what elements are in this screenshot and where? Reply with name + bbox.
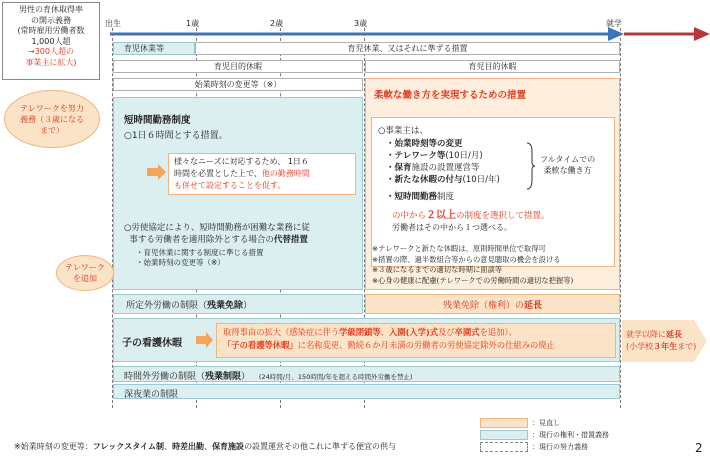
- timeline-label-2y: 2歳: [270, 19, 284, 28]
- telework-effort-text: テレワークを努力義務（３歳になるまで）: [20, 103, 84, 135]
- telework-add-text: テレワーク: [65, 263, 105, 272]
- sick-child-leave-row: [113, 318, 620, 362]
- overtime-bold: 残業免除: [207, 301, 244, 311]
- kango-text: 取得事由の拡大（感染症に伴う: [223, 327, 340, 337]
- row-label: 始業時刻の変更等（※）: [194, 79, 282, 89]
- row-label: 育児目的休暇: [214, 61, 262, 71]
- footnote-bold: フレックスタイム制: [92, 442, 165, 451]
- bracket-icon: [526, 142, 536, 190]
- choose-text: の制度を選択して措置。: [456, 211, 550, 221]
- legend-item: [480, 417, 609, 429]
- row-label: 育児休業、又はそれに準ずる措置: [347, 43, 468, 53]
- subitem: ・始業時刻の変更等（※）: [136, 258, 225, 267]
- flex-items: [386, 138, 500, 186]
- kango-text: 及び: [438, 327, 455, 337]
- short-time-work-block: [113, 97, 363, 290]
- note-highlight: も併せて設定することを促す。: [174, 181, 286, 190]
- after-school-line: 就学以降に: [626, 330, 666, 339]
- jikangai-small: (24時間/月、150時間/年を超える時間外労働を禁止): [258, 373, 413, 381]
- timeline-arrow: [100, 26, 710, 42]
- legend-label: ：現行の努力義務: [532, 443, 588, 451]
- overtime-exemption-row: [113, 294, 363, 314]
- gridline-school: [620, 28, 621, 408]
- telework-effort-bubble: [4, 90, 100, 148]
- flex-item-bold: ・始業時刻等の変更: [386, 139, 463, 149]
- flex-note: ※３歳になるまでの適切な時期に面談等: [372, 265, 503, 274]
- jikangai-text: 時間外労働の制限（: [124, 372, 206, 382]
- flex-lead: ○事業主は、: [378, 126, 428, 136]
- legend-item: [480, 441, 609, 453]
- disclosure-highlight: →300人超の: [28, 47, 74, 56]
- overtime-ext-text: 残業免除（権利）の: [442, 300, 524, 311]
- flex-note: ※テレワークと新たな休暇は、原則時間単位で取得可: [372, 244, 546, 253]
- row-label: 育児休業等: [124, 44, 164, 53]
- after-school-text: [626, 329, 696, 353]
- flex-item-rest: (10日/月): [445, 151, 483, 161]
- row-childcare-leave-long: [195, 42, 620, 55]
- row-childcare-leave-short: [113, 42, 195, 55]
- flex-note: ※措置の際、過半数組合等からの意見聴取の機会を設ける: [372, 254, 561, 264]
- night-work-limit-row: [113, 384, 620, 399]
- footnote-text: ※始業時刻の変更等：: [14, 442, 93, 451]
- arrow-right-icon: [196, 332, 214, 348]
- disclosure-line: 1,000人超: [31, 36, 71, 46]
- row-label: 育児目的休暇: [468, 61, 517, 71]
- flex-choose: [392, 206, 550, 221]
- jikangai-text: ）: [241, 372, 251, 382]
- after-school-extension: [622, 320, 708, 362]
- item2-line: ○労使協定により、短時間勤務が困難な業務に従: [124, 223, 310, 233]
- flex-item-bold: ・新たな休暇の付与: [386, 175, 463, 185]
- after-school-bold: ３年生: [653, 342, 678, 351]
- short-time-item1: ○1日６時間とする措置。: [124, 131, 228, 141]
- flex-item-rest: 施設の設置運営等: [411, 163, 480, 173]
- row-childcare-purpose-leave-left: [113, 60, 363, 73]
- sick-child-label: 子の看護休暇: [122, 338, 182, 349]
- flex-item-bold: ・短時間勤務: [386, 192, 438, 202]
- after-school-bold: 延長: [666, 330, 682, 339]
- flex-choose2: 労働者はその中から１つ選べる。: [392, 223, 512, 232]
- footnote-text: 、: [164, 442, 173, 451]
- disclosure-highlight: 事業主に拡大): [25, 57, 77, 67]
- legend-item: [480, 429, 609, 441]
- kango-text: に名称変更、勤続６か月未満の労働者の労使協定除外の仕組みの廃止: [297, 340, 555, 350]
- sick-child-changes: [216, 323, 616, 358]
- overtime-text: ）: [243, 301, 253, 311]
- legend: [480, 417, 609, 453]
- choose-bold: ２以上: [426, 210, 457, 221]
- fulltime-line: 柔軟な働き方: [543, 166, 592, 175]
- overtime-ext-bold: 延長: [524, 300, 543, 311]
- flex-item5: [386, 190, 454, 202]
- kango-bold: 入園(入学)式: [388, 327, 439, 337]
- row-start-time-change: [113, 78, 363, 91]
- disclosure-box: [2, 2, 100, 80]
- arrow-right-icon: [147, 164, 167, 180]
- timeline-label-1y: 1歳: [186, 19, 200, 28]
- overtime-extension: [365, 294, 620, 314]
- fulltime-label: [540, 154, 595, 176]
- footnote: [14, 441, 396, 452]
- note-line: 様々なニーズに対応するため、 1日６: [174, 157, 309, 166]
- legend-label: ：見直し: [532, 419, 560, 427]
- item2-bold: 代替措置: [273, 235, 308, 245]
- timeline-label-school: 就学: [606, 19, 622, 28]
- kango-text: を追加）、: [479, 327, 517, 337]
- timeline-label-birth: 出生: [105, 19, 121, 28]
- row-childcare-purpose-leave-right: [365, 60, 620, 73]
- footnote-bold: 時差出勤: [172, 442, 205, 451]
- disclosure-line: の開示義務: [31, 15, 71, 25]
- shinya-text: 深夜業の制限: [124, 390, 179, 400]
- kango-bold: 学級閉鎖等: [339, 327, 381, 337]
- flex-item-bold: ・テレワーク等: [386, 151, 446, 161]
- legend-label: ：現行の権利・措置義務: [532, 431, 609, 439]
- page-number: 2: [695, 441, 703, 455]
- footnote-bold: 保育施設: [212, 442, 245, 451]
- overtime-limit-row: [113, 366, 620, 382]
- kango-bold: 「子の看護等休暇」: [223, 340, 298, 350]
- after-school-line: (小学校: [626, 342, 654, 351]
- choose-text: の中から: [392, 211, 427, 221]
- overtime-text: 所定外労働の制限（: [126, 301, 208, 311]
- telework-add-bubble: [56, 255, 114, 291]
- flex-item-rest: (10日/年): [462, 175, 500, 185]
- short-time-note: [168, 153, 356, 195]
- subitem: ・育児休業に関する制度に準じる措置: [136, 248, 264, 257]
- footnote-text: 、: [204, 442, 213, 451]
- flex-notes: [372, 244, 573, 286]
- disclosure-line: (常時雇用労働者数: [17, 26, 85, 35]
- item2-line: 事する労働者を適用除外とする場合の: [129, 235, 274, 245]
- short-time-title: 短時間勤務制度: [124, 115, 191, 126]
- fulltime-line: フルタイムでの: [540, 155, 596, 164]
- flexible-work-block: [365, 78, 620, 290]
- telework-add-text: を追加: [73, 274, 97, 283]
- kango-bold: 卒園式: [454, 327, 480, 337]
- flexible-work-title: 柔軟な働き方を実現するための措置: [374, 90, 527, 101]
- short-time-item2: [124, 222, 362, 246]
- note-line: 時間を必置とした上で、: [174, 169, 262, 178]
- kango-text: 、: [380, 327, 389, 337]
- timeline-label-3y: 3歳: [354, 19, 368, 28]
- footnote-text: の設置運営その他これに準ずる便宜の供与: [244, 442, 397, 451]
- disclosure-line: 男性の育休取得率: [19, 5, 83, 14]
- short-time-subitems: [136, 248, 264, 268]
- after-school-line: まで): [677, 342, 697, 351]
- jikangai-bold: 残業制限: [205, 372, 242, 382]
- flex-note: ※心身の健康に配慮(テレワークでの労働時間の適切な把握等): [372, 275, 574, 285]
- note-highlight: 他の勤務時間: [261, 169, 310, 178]
- flex-item-rest: 制度: [437, 192, 455, 202]
- flex-item-bold: ・保育: [386, 163, 412, 173]
